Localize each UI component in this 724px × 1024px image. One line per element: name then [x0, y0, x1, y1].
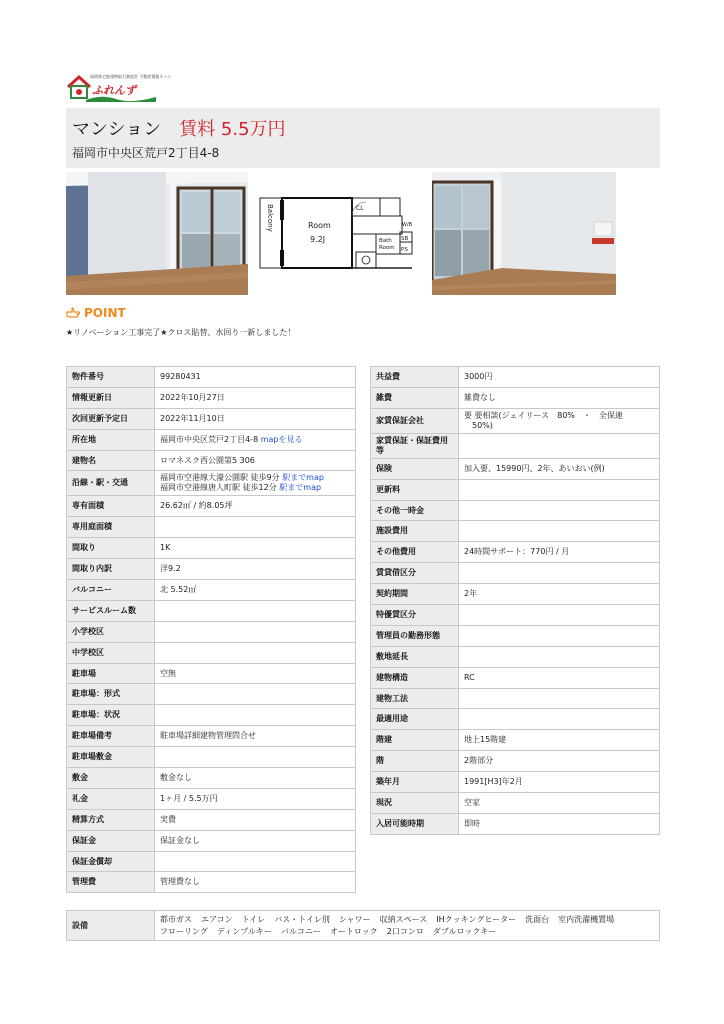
- spec-value-text: 実費: [160, 814, 176, 824]
- spec-value: [155, 747, 356, 768]
- spec-label: その他費用: [371, 542, 459, 563]
- spec-label: 駐車場: [67, 663, 155, 684]
- fp-wb-label: W/B: [402, 222, 413, 228]
- spec-row: [371, 500, 660, 521]
- spec-row: [67, 496, 356, 517]
- spec-value-line: [160, 731, 350, 741]
- spec-value-line: [464, 393, 654, 403]
- spec-label: 精算方式: [67, 809, 155, 830]
- logo-name: ふれんず: [92, 84, 136, 97]
- spec-value: [459, 709, 660, 730]
- spec-label: 礼金: [67, 788, 155, 809]
- spec-value: [459, 793, 660, 814]
- spec-value-text: 雑費なし: [464, 392, 496, 402]
- spec-row: [67, 621, 356, 642]
- spec-value-text: 福岡市中央区荒戸2丁目4-8: [160, 434, 259, 444]
- spec-value-line: [464, 421, 654, 431]
- map-link[interactable]: 駅までmap: [282, 473, 324, 483]
- spec-row: [67, 768, 356, 789]
- spec-label: 雑費: [371, 387, 459, 408]
- spec-value-line: [160, 794, 350, 804]
- spec-value-text: 加入要、15990円、2年、あいおい(例): [464, 463, 605, 473]
- spec-row: [371, 751, 660, 772]
- spec-row: [371, 387, 660, 408]
- spec-label: 駐車場：状況: [67, 705, 155, 726]
- spec-label: 保険: [371, 458, 459, 479]
- property-spec-table-left: [66, 366, 356, 893]
- spec-row: [67, 429, 356, 450]
- map-link[interactable]: 駅までmap: [279, 483, 322, 493]
- spec-value-line: [464, 411, 654, 421]
- room-photo-1[interactable]: [66, 172, 248, 295]
- spec-value-text: 1ヶ月 / 5.5万円: [160, 793, 218, 803]
- spec-label: 中学校区: [67, 642, 155, 663]
- spec-value: [155, 642, 356, 663]
- spec-row: [371, 605, 660, 626]
- fp-balcony-label: Balcony: [266, 204, 274, 232]
- spec-label: 専有面積: [67, 496, 155, 517]
- spec-value-text: ロマネスク西公園第5 306: [160, 455, 255, 465]
- spec-value-line: [160, 585, 350, 595]
- spec-value-line: [160, 501, 350, 511]
- spec-row: [371, 542, 660, 563]
- equipment-item: 2口コンロ: [386, 926, 424, 936]
- spec-value-line: [464, 547, 654, 557]
- spec-value: [155, 872, 356, 893]
- spec-value-line: [464, 464, 654, 474]
- spec-value-text: 要 要相談(ジェイリース 80% ・ 全保連: [464, 410, 623, 420]
- logo-wave-decoration: [86, 94, 156, 102]
- spec-row: [67, 642, 356, 663]
- spec-row: [371, 667, 660, 688]
- spec-value-text: 保証金なし: [160, 835, 200, 845]
- spec-value: [155, 830, 356, 851]
- spec-value: [459, 730, 660, 751]
- property-header: [66, 108, 660, 168]
- spec-value-line: [160, 815, 350, 825]
- spec-label: 物件番号: [67, 367, 155, 388]
- fp-sb-label: SB: [401, 236, 409, 242]
- spec-value-text: 即時: [464, 818, 480, 828]
- spec-row: [67, 387, 356, 408]
- spec-value: [155, 621, 356, 642]
- spec-value: [155, 408, 356, 429]
- equipment-item: シャワー: [338, 915, 371, 924]
- spec-row: [67, 408, 356, 429]
- pointing-hand-icon: [66, 307, 80, 319]
- spec-label: 共益費: [371, 367, 459, 388]
- spec-label: 建物名: [67, 450, 155, 471]
- spec-value-text: 敷金なし: [160, 772, 192, 782]
- spec-label: その他一時金: [371, 500, 459, 521]
- spec-row: [371, 479, 660, 500]
- spec-value: [459, 625, 660, 646]
- spec-value-text: 24時間サポート：770円 / 月: [464, 547, 570, 557]
- spec-value-line: [160, 773, 350, 783]
- property-type: マンション: [72, 119, 162, 140]
- spec-label: 入居可能時期: [371, 813, 459, 834]
- spec-value-text: 2年: [464, 589, 478, 599]
- spec-label: 最適用途: [371, 709, 459, 730]
- spec-row: [371, 584, 660, 605]
- equipment-label: 設備: [67, 911, 155, 941]
- spec-value-line: [160, 564, 350, 574]
- map-link[interactable]: mapを見る: [260, 434, 303, 444]
- spec-row: [67, 580, 356, 601]
- equipment-item: 収納スペース: [379, 915, 428, 924]
- equipment-item: 都市ガス: [160, 915, 192, 924]
- spec-row: [371, 408, 660, 433]
- spec-label: 特優賃区分: [371, 605, 459, 626]
- equipment-table: [66, 910, 660, 941]
- spec-value-line: [464, 673, 654, 683]
- spec-value-text: 洋9.2: [160, 564, 181, 574]
- spec-value-line: [464, 777, 654, 787]
- spec-value: [155, 726, 356, 747]
- spec-value: [459, 367, 660, 388]
- spec-label: 駐車場：形式: [67, 684, 155, 705]
- fp-bath-room-label: Room: [379, 245, 395, 251]
- equipment-item: ダブルロックキー: [432, 926, 497, 936]
- spec-row: [67, 517, 356, 538]
- spec-row: [67, 726, 356, 747]
- spec-value-text: 26.62㎡ / 約8.05坪: [160, 501, 233, 511]
- spec-row: [67, 663, 356, 684]
- spec-label: 家賃保証・保証費用等: [371, 433, 459, 458]
- spec-label: 沿線・駅・交通: [67, 471, 155, 496]
- spec-label: 情報更新日: [67, 387, 155, 408]
- fp-ps-label: PS: [401, 247, 408, 253]
- spec-label: 保証金: [67, 830, 155, 851]
- spec-label: 管理費: [67, 872, 155, 893]
- spec-value-line: [464, 819, 654, 829]
- equipment-item: トイレ: [241, 915, 266, 924]
- spec-label: 管理員の勤務形態: [371, 625, 459, 646]
- spec-value-line: [160, 543, 350, 553]
- spec-value-text: 99280431: [160, 371, 201, 381]
- fp-bath-label: Bath: [379, 238, 392, 244]
- spec-row: [67, 705, 356, 726]
- spec-value: [459, 563, 660, 584]
- spec-label: 建物構造: [371, 667, 459, 688]
- equipment-item: エアコン: [201, 915, 233, 924]
- spec-value: [155, 663, 356, 684]
- spec-value: [155, 559, 356, 580]
- spec-row: [67, 851, 356, 872]
- spec-row: [371, 813, 660, 834]
- equipment-item: ディンプルキー: [216, 926, 272, 936]
- spec-row: [371, 625, 660, 646]
- spec-value-text: 駐車場詳細建物管理問合せ: [160, 731, 256, 741]
- spec-value: [155, 851, 356, 872]
- equipment-items: [155, 911, 660, 941]
- spec-label: 賃貸借区分: [371, 563, 459, 584]
- spec-value: [155, 809, 356, 830]
- spec-row: [371, 563, 660, 584]
- spec-row: [67, 450, 356, 471]
- spec-value-line: [464, 756, 654, 766]
- spec-row: [371, 458, 660, 479]
- spec-row: [67, 788, 356, 809]
- spec-label: 駐車場敷金: [67, 747, 155, 768]
- spec-value-line: [160, 414, 350, 424]
- spec-value-text: RC: [464, 672, 475, 682]
- spec-value: [459, 521, 660, 542]
- spec-label: 駐車場備考: [67, 726, 155, 747]
- spec-row: [67, 538, 356, 559]
- spec-row: [371, 709, 660, 730]
- spec-label: 次回更新予定日: [67, 408, 155, 429]
- spec-label: 建物工法: [371, 688, 459, 709]
- spec-value-text: 2022年10月27日: [160, 392, 225, 402]
- room-photo-1-image: [66, 172, 248, 295]
- spec-value-text: 空家: [464, 797, 480, 807]
- equipment-row: [67, 911, 660, 941]
- spec-row: [67, 367, 356, 388]
- spec-value-line: [464, 798, 654, 808]
- spec-label: 保証金償却: [67, 851, 155, 872]
- property-spec-table-right: [370, 366, 660, 835]
- spec-label: 契約期間: [371, 584, 459, 605]
- spec-label: 階: [371, 751, 459, 772]
- spec-row: [67, 559, 356, 580]
- floor-plan-drawing: [252, 172, 428, 295]
- spec-row: [67, 684, 356, 705]
- site-logo[interactable]: [66, 72, 172, 102]
- spec-label: 間取り内訳: [67, 559, 155, 580]
- spec-value: [459, 408, 660, 433]
- spec-row: [67, 872, 356, 893]
- spec-label: 現況: [371, 793, 459, 814]
- spec-value-line: [160, 435, 350, 445]
- spec-label: 築年月: [371, 772, 459, 793]
- equipment-item: バルコニー: [280, 926, 321, 936]
- floor-plan[interactable]: [252, 172, 428, 295]
- spec-value-line: [464, 372, 654, 382]
- spec-value: [155, 517, 356, 538]
- spec-value-text: 2階部分: [464, 756, 494, 766]
- spec-value: [155, 768, 356, 789]
- spec-label: 更新料: [371, 479, 459, 500]
- spec-value-text: 3000円: [464, 371, 493, 381]
- spec-value: [155, 684, 356, 705]
- spec-value: [155, 496, 356, 517]
- spec-value: [459, 688, 660, 709]
- spec-row: [67, 600, 356, 621]
- spec-value: [459, 433, 660, 458]
- spec-value: [459, 813, 660, 834]
- spec-label: 家賃保証会社: [371, 408, 459, 433]
- spec-value: [155, 429, 356, 450]
- equipment-item: IHクッキングヒーター: [436, 915, 517, 924]
- spec-row: [371, 521, 660, 542]
- logo-tagline: 福岡県宅地建物取引業協会 不動産情報ネット: [90, 74, 172, 79]
- spec-value: [459, 500, 660, 521]
- equipment-item: バス・トイレ別: [274, 915, 330, 924]
- spec-value: [459, 605, 660, 626]
- spec-value-line: [464, 589, 654, 599]
- spec-row: [67, 747, 356, 768]
- spec-value: [155, 600, 356, 621]
- spec-value: [459, 772, 660, 793]
- spec-row: [371, 433, 660, 458]
- spec-value-text: 空無: [160, 668, 176, 678]
- spec-label: 施設費用: [371, 521, 459, 542]
- spec-label: 敷地延長: [371, 646, 459, 667]
- spec-label: バルコニー: [67, 580, 155, 601]
- spec-value-text: 管理費なし: [160, 877, 200, 887]
- room-photo-2-image: [432, 172, 616, 295]
- point-heading: [66, 306, 126, 320]
- spec-value: [459, 667, 660, 688]
- spec-row: [371, 688, 660, 709]
- spec-value-line: [160, 669, 350, 679]
- spec-label: 間取り: [67, 538, 155, 559]
- spec-value-text: 1991[H3]年2月: [464, 777, 523, 787]
- room-photo-2[interactable]: [432, 172, 616, 295]
- fp-cl-label: CL: [356, 205, 364, 212]
- spec-value: [155, 538, 356, 559]
- spec-label: サービスルーム数: [67, 600, 155, 621]
- spec-value: [155, 471, 356, 496]
- spec-value-text: 地上15階建: [464, 735, 507, 745]
- spec-row: [371, 793, 660, 814]
- property-address: 福岡市中央区荒戸2丁目4-8: [72, 146, 220, 160]
- spec-row: [371, 730, 660, 751]
- spec-value-line: [464, 735, 654, 745]
- spec-row: [371, 367, 660, 388]
- spec-value: [459, 387, 660, 408]
- spec-value: [459, 479, 660, 500]
- spec-value: [155, 705, 356, 726]
- equipment-item: フローリング: [160, 926, 208, 936]
- spec-value: [459, 542, 660, 563]
- spec-value-text: 北 5.52㎡: [160, 584, 197, 594]
- equipment-item: 洗面台: [525, 915, 550, 924]
- spec-value-line: [160, 877, 350, 887]
- spec-value: [155, 450, 356, 471]
- spec-value-text: 50%): [464, 420, 493, 430]
- spec-row: [67, 830, 356, 851]
- spec-label: 階建: [371, 730, 459, 751]
- spec-value-line: [160, 393, 350, 403]
- equipment-item: オートロック: [329, 926, 378, 936]
- spec-value-line: [160, 483, 350, 493]
- spec-value: [155, 387, 356, 408]
- property-title: [72, 115, 286, 141]
- equipment-item: 室内洗濯機置場: [558, 915, 615, 924]
- spec-value: [459, 646, 660, 667]
- spec-value-line: [160, 836, 350, 846]
- spec-label: 所在地: [67, 429, 155, 450]
- spec-value-line: [160, 372, 350, 382]
- spec-value-text: 福岡市空港線唐人町駅 徒歩12分: [160, 483, 277, 493]
- spec-label: 専用庭面積: [67, 517, 155, 538]
- spec-label: 小学校区: [67, 621, 155, 642]
- spec-value-text: 福岡市空港線大濠公園駅 徒歩9分: [160, 473, 280, 483]
- spec-label: 敷金: [67, 768, 155, 789]
- fp-room-label: Room: [308, 221, 331, 230]
- spec-value-line: [160, 456, 350, 466]
- spec-value-line: [160, 473, 350, 483]
- spec-row: [371, 646, 660, 667]
- spec-row: [67, 809, 356, 830]
- spec-value: [155, 788, 356, 809]
- spec-value: [155, 580, 356, 601]
- spec-value: [155, 367, 356, 388]
- rent-price: 賃料 5.5万円: [179, 119, 286, 140]
- point-label: POINT: [84, 306, 126, 320]
- point-text: ★リノベーション工事完了★クロス貼替、水回り一新しました！: [66, 328, 296, 337]
- spec-value: [459, 458, 660, 479]
- spec-row: [67, 471, 356, 496]
- spec-value: [459, 584, 660, 605]
- spec-value-text: 1K: [160, 543, 171, 553]
- spec-row: [371, 772, 660, 793]
- fp-room-size: 9.2J: [310, 235, 326, 244]
- spec-value-text: 2022年11月10日: [160, 413, 225, 423]
- spec-value: [459, 751, 660, 772]
